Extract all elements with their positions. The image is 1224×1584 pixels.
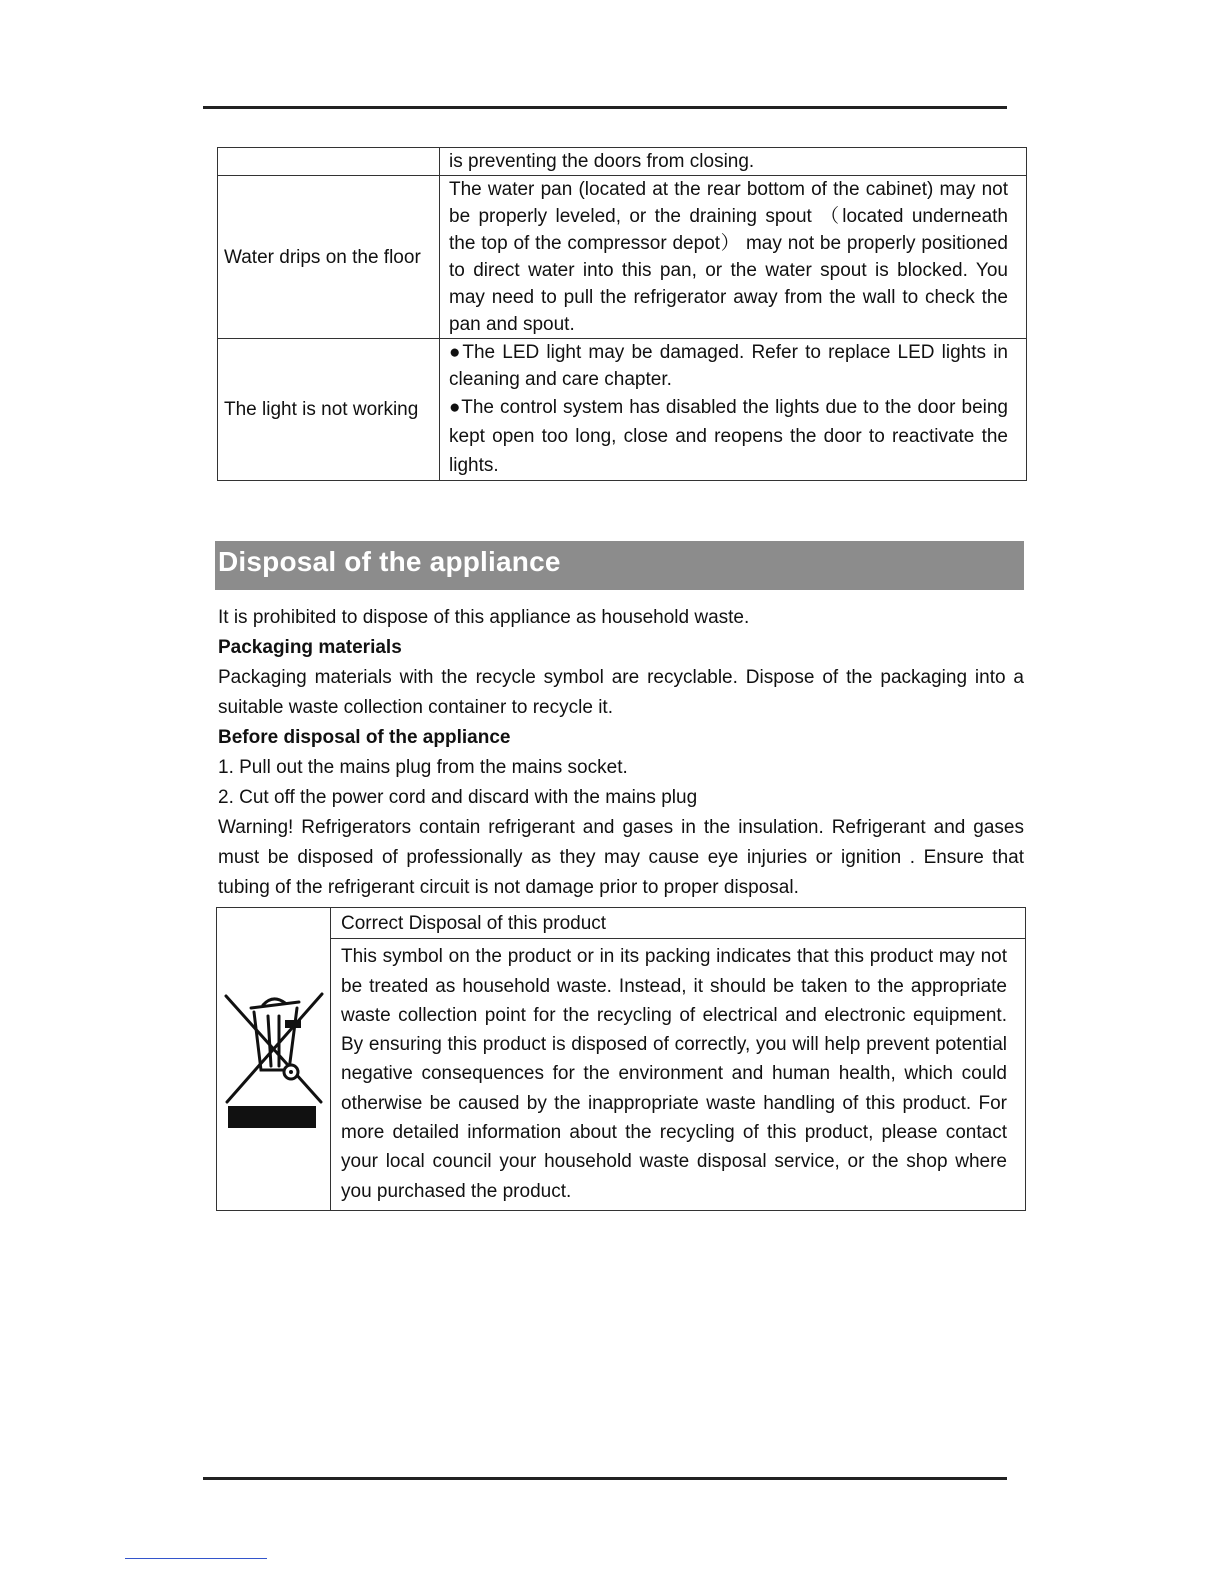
section-banner <box>215 541 1024 590</box>
problem-cell <box>218 148 440 176</box>
underline-bar <box>228 1106 316 1128</box>
table-row <box>218 339 1027 481</box>
disposal-section <box>218 603 1024 903</box>
weee-table <box>216 907 1026 1211</box>
disposal-intro: It is prohibited to dispose of this appliance as household waste. <box>218 607 750 628</box>
disposal-step: 1. Pull out the mains plug from the mains socket. <box>218 757 628 778</box>
table-row <box>218 148 1027 176</box>
solution-cell: The water pan (located at the rear bottom of the cabinet) may not be properly leveled, or the draining spout （located underneath the top of the compressor depot） may not be properly positioned to direct water into this pan, or the water spout is blocked. You may need to pull the refrigerator away from the wall to check the pan and spout. <box>440 176 1027 339</box>
symbol-cell <box>217 908 331 1211</box>
crossed-out-wheelie-bin-icon <box>221 974 327 1134</box>
footer-link-line <box>125 1558 267 1559</box>
troubleshooting-table <box>217 147 1027 481</box>
solution-bullet: ●The LED light may be damaged. Refer to replace LED lights in cleaning and care chapter. <box>449 342 1008 390</box>
before-disposal-heading: Before disposal of the appliance <box>218 727 511 748</box>
weee-header: Correct Disposal of this product <box>331 908 1026 939</box>
problem-cell: Water drips on the floor <box>218 176 440 339</box>
table-row <box>217 908 1026 939</box>
weee-text: This symbol on the product or in its packing indicates that this product may not be treated as household waste. Instead, it should be taken to the appropriate waste collection point for the recycling of electrical and electronic equipment. By ensuring this product is disposed of correctly, you will help prevent potential negative consequences for the environment and human health, which could otherwise be caused by the inappropriate waste handling of this product. For more detailed information about the recycling of this product, please contact your local council your household waste disposal service, or the shop where you purchased the product. <box>331 939 1026 1211</box>
solution-cell <box>440 339 1027 481</box>
solution-bullet: ●The control system has disabled the lights due to the door being kept open too long, close and reopens the door to reactivate the lights. <box>449 397 1008 476</box>
table-row <box>218 176 1027 339</box>
packaging-text: Packaging materials with the recycle symbol are recyclable. Dispose of the packaging into a suitable waste collection container to recycle it. <box>218 667 1024 718</box>
table-row <box>217 939 1026 1211</box>
header-rule <box>203 106 1007 109</box>
section-title: Disposal of the appliance <box>218 546 561 577</box>
packaging-heading: Packaging materials <box>218 637 402 658</box>
solution-cell: is preventing the doors from closing. <box>440 148 1027 176</box>
disposal-step: 2. Cut off the power cord and discard with the mains plug <box>218 787 698 808</box>
problem-cell: The light is not working <box>218 339 440 481</box>
warning-text: Warning! Refrigerators contain refrigerant and gases in the insulation. Refrigerant and gases must be disposed of professionally as they may cause eye injuries or ignition . Ensure that tubing of the refrigerant circuit is not damage prior to proper disposal. <box>218 817 1024 898</box>
footer-rule <box>203 1477 1007 1480</box>
